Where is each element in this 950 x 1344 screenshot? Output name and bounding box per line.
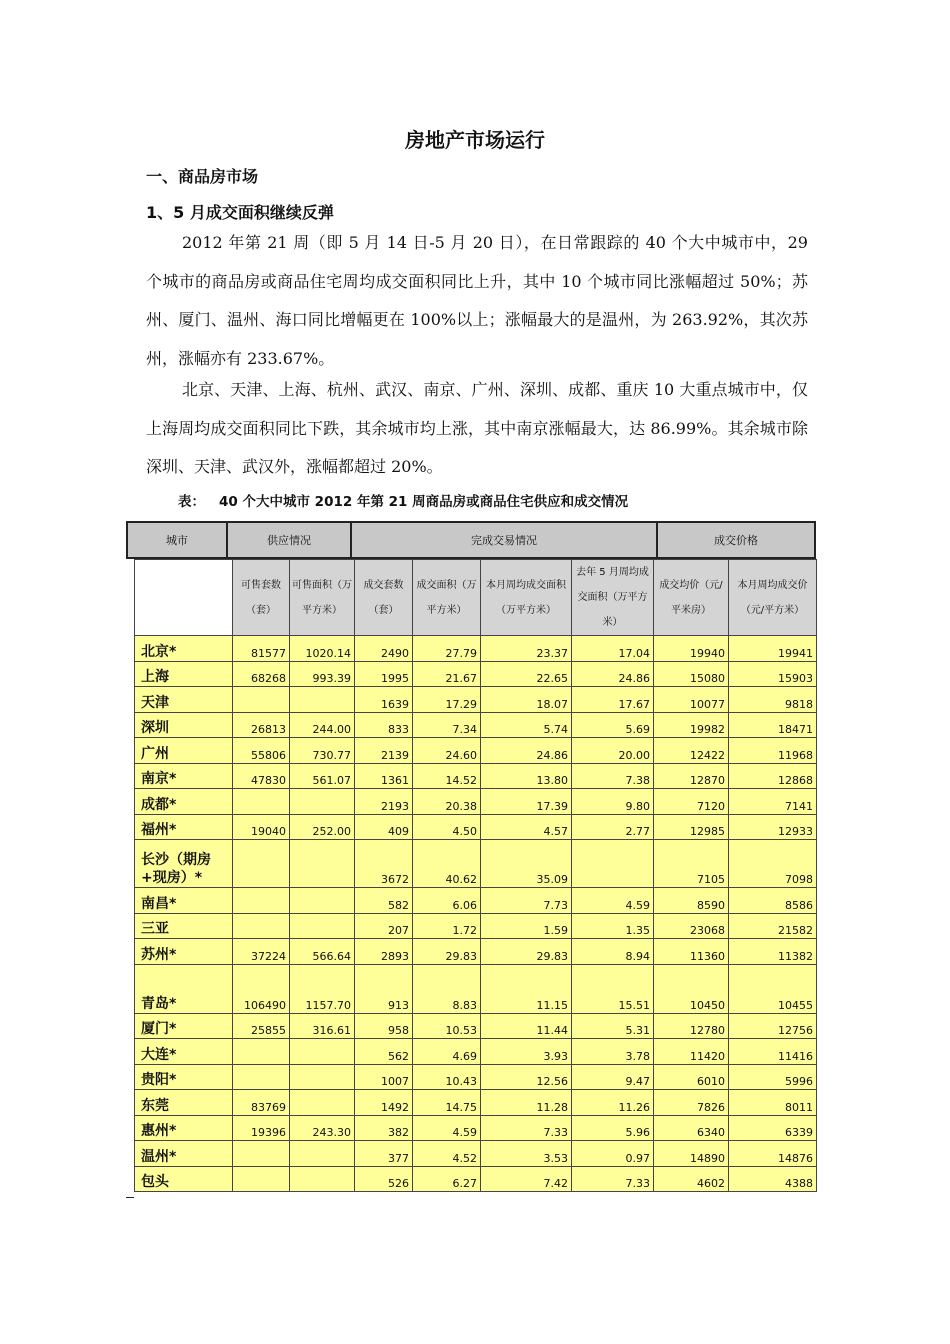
value-cell: 10077	[654, 687, 729, 713]
value-cell: 207	[355, 913, 413, 939]
value-cell: 4.59	[413, 1115, 481, 1141]
value-cell: 7.38	[572, 763, 654, 789]
subsection-heading: 1、5 月成交面积继续反弹	[146, 203, 334, 222]
value-cell: 8586	[729, 888, 817, 914]
value-cell: 6.06	[413, 888, 481, 914]
value-cell: 244.00	[290, 712, 355, 738]
value-cell: 81577	[233, 636, 290, 662]
value-cell: 4388	[729, 1166, 817, 1192]
value-cell	[233, 1039, 290, 1065]
value-cell: 23.37	[481, 636, 572, 662]
value-cell: 12933	[729, 814, 817, 840]
value-cell: 14876	[729, 1141, 817, 1167]
value-cell: 1.59	[481, 913, 572, 939]
value-cell	[572, 840, 654, 888]
subheader-cell: 成交均价（元/平米房）	[654, 560, 729, 636]
value-cell: 7105	[654, 840, 729, 888]
value-cell: 1995	[355, 661, 413, 687]
value-cell: 562	[355, 1039, 413, 1065]
value-cell: 37224	[233, 939, 290, 965]
value-cell	[233, 1141, 290, 1167]
value-cell: 17.39	[481, 789, 572, 815]
value-cell: 12.56	[481, 1064, 572, 1090]
value-cell: 993.39	[290, 661, 355, 687]
value-cell: 7.34	[413, 712, 481, 738]
value-cell: 15.51	[572, 964, 654, 1013]
paragraph-1: 2012 年第 21 周（即 5 月 14 日-5 月 20 日），在日常跟踪的 40 个大中城市中，29 个城市的商品房或商品住宅周均成交面积同比上升，其中 10 个城市同比涨幅超过 50%；苏州、厦门、温州、海口同比增幅更在 100%以上；涨幅最大的是温州，为 263.92%，其次苏州，涨幅亦有 233.67%。	[146, 233, 808, 368]
city-cell: 福州*	[135, 814, 233, 840]
table-group-header	[126, 521, 816, 559]
table-row	[135, 939, 817, 965]
value-cell: 8590	[654, 888, 729, 914]
value-cell: 2.77	[572, 814, 654, 840]
city-cell: 广州	[135, 738, 233, 764]
value-cell	[233, 913, 290, 939]
value-cell: 2193	[355, 789, 413, 815]
value-cell	[233, 888, 290, 914]
value-cell: 11.26	[572, 1090, 654, 1116]
value-cell: 23068	[654, 913, 729, 939]
value-cell: 566.64	[290, 939, 355, 965]
value-cell: 11.15	[481, 964, 572, 1013]
data-table	[126, 521, 816, 1190]
value-cell: 55806	[233, 738, 290, 764]
subheader-cell: 本月周均成交价（元/平方米）	[729, 560, 817, 636]
table-row	[135, 687, 817, 713]
value-cell: 316.61	[290, 1013, 355, 1039]
value-cell: 14.75	[413, 1090, 481, 1116]
value-cell: 1.35	[572, 913, 654, 939]
value-cell: 19040	[233, 814, 290, 840]
subheader-cell: 成交套数（套）	[355, 560, 413, 636]
value-cell	[290, 1141, 355, 1167]
value-cell	[290, 789, 355, 815]
value-cell: 10450	[654, 964, 729, 1013]
value-cell: 5.31	[572, 1013, 654, 1039]
city-cell: 贵阳*	[135, 1064, 233, 1090]
value-cell: 9.80	[572, 789, 654, 815]
table-row	[135, 763, 817, 789]
value-cell: 4602	[654, 1166, 729, 1192]
value-cell	[290, 913, 355, 939]
paragraph-2: 北京、天津、上海、杭州、武汉、南京、广州、深圳、成都、重庆 10 大重点城市中，仅上海周均成交面积同比下跌，其余城市均上涨，其中南京涨幅最大，达 86.99%。其余城市除深圳、天津、武汉外，涨幅都超过 20%。	[146, 380, 808, 476]
value-cell: 3.53	[481, 1141, 572, 1167]
table-row	[135, 738, 817, 764]
value-cell: 11.44	[481, 1013, 572, 1039]
table-row	[135, 1039, 817, 1065]
value-cell: 14.52	[413, 763, 481, 789]
value-cell: 83769	[233, 1090, 290, 1116]
value-cell: 382	[355, 1115, 413, 1141]
subheader-cell: 可售面积（万平方米）	[290, 560, 355, 636]
value-cell: 8.94	[572, 939, 654, 965]
value-cell: 11416	[729, 1039, 817, 1065]
value-cell: 22.65	[481, 661, 572, 687]
value-cell: 15903	[729, 661, 817, 687]
value-cell: 18471	[729, 712, 817, 738]
city-cell: 上海	[135, 661, 233, 687]
value-cell: 26813	[233, 712, 290, 738]
value-cell: 1639	[355, 687, 413, 713]
value-cell: 833	[355, 712, 413, 738]
value-cell: 582	[355, 888, 413, 914]
value-cell: 19982	[654, 712, 729, 738]
value-cell: 2490	[355, 636, 413, 662]
table-row	[135, 964, 817, 1013]
value-cell: 377	[355, 1141, 413, 1167]
value-cell: 17.04	[572, 636, 654, 662]
city-cell: 长沙（期房+现房）*	[135, 840, 233, 888]
city-cell: 苏州*	[135, 939, 233, 965]
value-cell: 6010	[654, 1064, 729, 1090]
subheader-blank	[135, 560, 233, 636]
value-cell	[290, 1039, 355, 1065]
value-cell	[290, 1090, 355, 1116]
value-cell: 21.67	[413, 661, 481, 687]
table-row	[135, 661, 817, 687]
value-cell: 4.59	[572, 888, 654, 914]
value-cell: 40.62	[413, 840, 481, 888]
value-cell: 9.47	[572, 1064, 654, 1090]
value-cell: 12985	[654, 814, 729, 840]
value-cell: 561.07	[290, 763, 355, 789]
section-heading: 一、商品房市场	[146, 167, 259, 186]
subheader-cell: 本月周均成交面积（万平方米）	[481, 560, 572, 636]
value-cell: 35.09	[481, 840, 572, 888]
city-cell: 大连*	[135, 1039, 233, 1065]
value-cell	[290, 888, 355, 914]
group-header-city: 城市	[126, 521, 226, 559]
value-cell: 68268	[233, 661, 290, 687]
value-cell	[233, 789, 290, 815]
value-cell: 0.97	[572, 1141, 654, 1167]
value-cell: 20.00	[572, 738, 654, 764]
table-row	[135, 888, 817, 914]
value-cell: 17.67	[572, 687, 654, 713]
value-cell: 14890	[654, 1141, 729, 1167]
caption-text: 40 个大中城市 2012 年第 21 周商品房或商品住宅供应和成交情况	[219, 494, 629, 510]
value-cell: 1.72	[413, 913, 481, 939]
value-cell	[233, 687, 290, 713]
value-cell: 24.60	[413, 738, 481, 764]
value-cell: 27.79	[413, 636, 481, 662]
value-cell: 11360	[654, 939, 729, 965]
value-cell: 19941	[729, 636, 817, 662]
value-cell: 2139	[355, 738, 413, 764]
city-cell: 南京*	[135, 763, 233, 789]
value-cell: 10.53	[413, 1013, 481, 1039]
table-row	[135, 1064, 817, 1090]
value-cell: 11420	[654, 1039, 729, 1065]
value-cell: 7141	[729, 789, 817, 815]
city-cell: 青岛*	[135, 964, 233, 1013]
value-cell: 1007	[355, 1064, 413, 1090]
value-cell	[290, 840, 355, 888]
value-cell: 18.07	[481, 687, 572, 713]
city-cell: 惠州*	[135, 1115, 233, 1141]
city-cell: 南昌*	[135, 888, 233, 914]
value-cell: 6.27	[413, 1166, 481, 1192]
value-cell: 11382	[729, 939, 817, 965]
city-cell: 北京*	[135, 636, 233, 662]
subheader-cell: 去年 5 月周均成交面积（万平方米）	[572, 560, 654, 636]
table-row	[135, 1090, 817, 1116]
value-cell: 3.93	[481, 1039, 572, 1065]
value-cell: 2893	[355, 939, 413, 965]
value-cell	[290, 687, 355, 713]
value-cell: 252.00	[290, 814, 355, 840]
value-cell: 409	[355, 814, 413, 840]
value-cell: 24.86	[481, 738, 572, 764]
table-body	[134, 559, 817, 1192]
subheader-cell: 成交面积（万平方米）	[413, 560, 481, 636]
subheader-cell: 可售套数（套）	[233, 560, 290, 636]
value-cell: 10455	[729, 964, 817, 1013]
group-header-deals: 完成交易情况	[350, 521, 656, 559]
value-cell: 12756	[729, 1013, 817, 1039]
page-title: 房地产市场运行	[405, 128, 545, 152]
group-header-supply: 供应情况	[226, 521, 350, 559]
value-cell: 13.80	[481, 763, 572, 789]
city-cell: 厦门*	[135, 1013, 233, 1039]
value-cell: 29.83	[413, 939, 481, 965]
table-row	[135, 814, 817, 840]
table-row	[135, 840, 817, 888]
table-row	[135, 636, 817, 662]
value-cell: 11.28	[481, 1090, 572, 1116]
value-cell: 6340	[654, 1115, 729, 1141]
value-cell: 19940	[654, 636, 729, 662]
table-caption	[178, 490, 642, 510]
value-cell: 4.50	[413, 814, 481, 840]
value-cell: 730.77	[290, 738, 355, 764]
value-cell: 24.86	[572, 661, 654, 687]
value-cell: 7120	[654, 789, 729, 815]
value-cell: 7826	[654, 1090, 729, 1116]
value-cell: 958	[355, 1013, 413, 1039]
value-cell: 4.69	[413, 1039, 481, 1065]
value-cell: 8011	[729, 1090, 817, 1116]
table-row	[135, 1115, 817, 1141]
value-cell: 5996	[729, 1064, 817, 1090]
city-cell: 成都*	[135, 789, 233, 815]
value-cell	[233, 1064, 290, 1090]
value-cell: 106490	[233, 964, 290, 1013]
value-cell: 7.42	[481, 1166, 572, 1192]
city-cell: 天津	[135, 687, 233, 713]
city-cell: 温州*	[135, 1141, 233, 1167]
group-header-price: 成交价格	[656, 521, 816, 559]
table-row	[135, 913, 817, 939]
table-row	[135, 1141, 817, 1167]
value-cell: 7.33	[481, 1115, 572, 1141]
value-cell	[290, 1064, 355, 1090]
value-cell: 4.57	[481, 814, 572, 840]
value-cell: 913	[355, 964, 413, 1013]
value-cell: 1492	[355, 1090, 413, 1116]
value-cell: 1157.70	[290, 964, 355, 1013]
value-cell: 1020.14	[290, 636, 355, 662]
value-cell: 243.30	[290, 1115, 355, 1141]
value-cell: 5.74	[481, 712, 572, 738]
value-cell: 12780	[654, 1013, 729, 1039]
table-row	[135, 712, 817, 738]
value-cell: 3672	[355, 840, 413, 888]
value-cell: 15080	[654, 661, 729, 687]
value-cell: 17.29	[413, 687, 481, 713]
value-cell: 4.52	[413, 1141, 481, 1167]
caption-label: 表：	[178, 494, 205, 510]
value-cell: 7.73	[481, 888, 572, 914]
city-cell: 东莞	[135, 1090, 233, 1116]
value-cell: 6339	[729, 1115, 817, 1141]
value-cell: 10.43	[413, 1064, 481, 1090]
value-cell	[290, 1166, 355, 1192]
value-cell: 25855	[233, 1013, 290, 1039]
table-row	[135, 789, 817, 815]
value-cell: 11968	[729, 738, 817, 764]
value-cell: 19396	[233, 1115, 290, 1141]
value-cell: 8.83	[413, 964, 481, 1013]
table-row	[135, 1166, 817, 1192]
value-cell: 7098	[729, 840, 817, 888]
value-cell: 1361	[355, 763, 413, 789]
value-cell: 526	[355, 1166, 413, 1192]
value-cell: 12868	[729, 763, 817, 789]
value-cell: 3.78	[572, 1039, 654, 1065]
value-cell: 9818	[729, 687, 817, 713]
table-corner-mark	[126, 1197, 134, 1198]
value-cell: 21582	[729, 913, 817, 939]
value-cell: 47830	[233, 763, 290, 789]
value-cell: 7.33	[572, 1166, 654, 1192]
city-cell: 包头	[135, 1166, 233, 1192]
city-cell: 三亚	[135, 913, 233, 939]
value-cell	[233, 1166, 290, 1192]
table-row	[135, 1013, 817, 1039]
value-cell	[233, 840, 290, 888]
value-cell: 5.96	[572, 1115, 654, 1141]
table-subheader-row	[135, 560, 817, 636]
value-cell: 5.69	[572, 712, 654, 738]
value-cell: 20.38	[413, 789, 481, 815]
value-cell: 12422	[654, 738, 729, 764]
city-cell: 深圳	[135, 712, 233, 738]
value-cell: 29.83	[481, 939, 572, 965]
value-cell: 12870	[654, 763, 729, 789]
